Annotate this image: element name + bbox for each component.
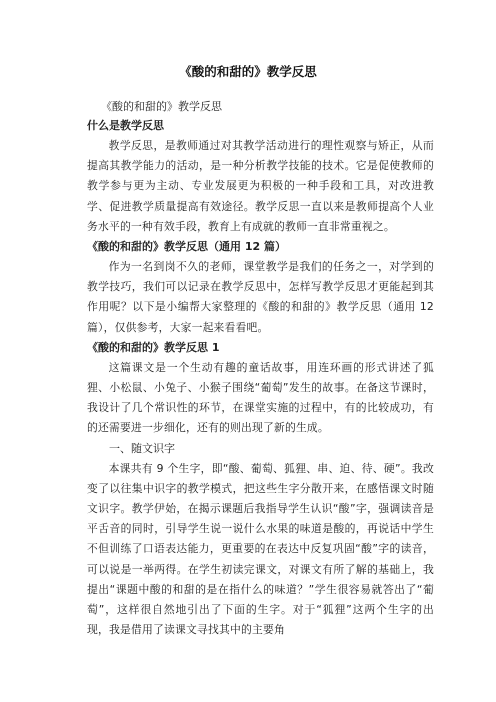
document-subtitle: 《酸的和甜的》教学反思 — [101, 100, 222, 113]
document-title: 《酸的和甜的》教学反思 — [179, 64, 317, 79]
paragraph-literacy: 本课共有 9 个生字，即“酸、葡萄、狐狸、串、迫、待、硬”。我改变了以往集中识字的教学模式，把这些生字分散开来，在感悟课文时随文识字。教学伊始，在揭示课题后我指导学生认识“酸”字，强调读音是平舌音的同时，引导学生说一说什么水果的味道是酸的，再说话中学生不但训练了口语表达能力，更重要的在表达中反复巩固“酸”字的读音，可以说是一举两得。在学生初读完课文，对课文有所了解的基础上，我提出“课题中酸的和甜的是在指什么的味道？”学生很容易就答出了“葡萄”，这样很自然地引出了下面的生字。对于“狐狸”这两个生字的出现，我是借用了读课文寻找其中的主要角 — [87, 461, 434, 637]
section-heading-reflection-1: 《酸的和甜的》教学反思 1 — [87, 340, 220, 354]
section-heading-collection: 《酸的和甜的》教学反思（通用 12 篇） — [87, 240, 286, 254]
paragraph-reflection-1: 这篇课文是一个生动有趣的童话故事，用连环画的形式讲述了狐狸、小松鼠、小兔子、小猴子围绕“葡萄”发生的故事。在备这节课时，我设计了几个常识性的环节，在课堂实施的过程中，有的比较成功，有的还需要进一步细化，还有的则出现了新的生成。 — [87, 360, 434, 435]
section-heading-what-is-reflection: 什么是教学反思 — [87, 119, 164, 132]
paragraph-definition: 教学反思，是教师通过对其教学活动进行的理性观察与矫正，从而提高其教学能力的活动，是一种分析教学技能的技术。它是促使教师的教学参与更为主动、专业发展更为积极的一种手段和工具，对改进教学、促进教学质量提高有效途径。教学反思一直以来是教师提高个人业务水平的一种有效手段，教育上有成就的教师一直非常重视之。 — [87, 139, 434, 233]
subheading-literacy: 一、随文识字 — [109, 441, 175, 455]
paragraph-introduction: 作为一名到岗不久的老师，课堂教学是我们的任务之一，对学到的教学技巧，我们可以记录在教学反思中，怎样写教学反思才更能起到其作用呢？以下是小编帮大家整理的《酸的和甜的》教学反思（通用 12 篇），仅供参考，大家一起来看看吧。 — [87, 260, 434, 334]
